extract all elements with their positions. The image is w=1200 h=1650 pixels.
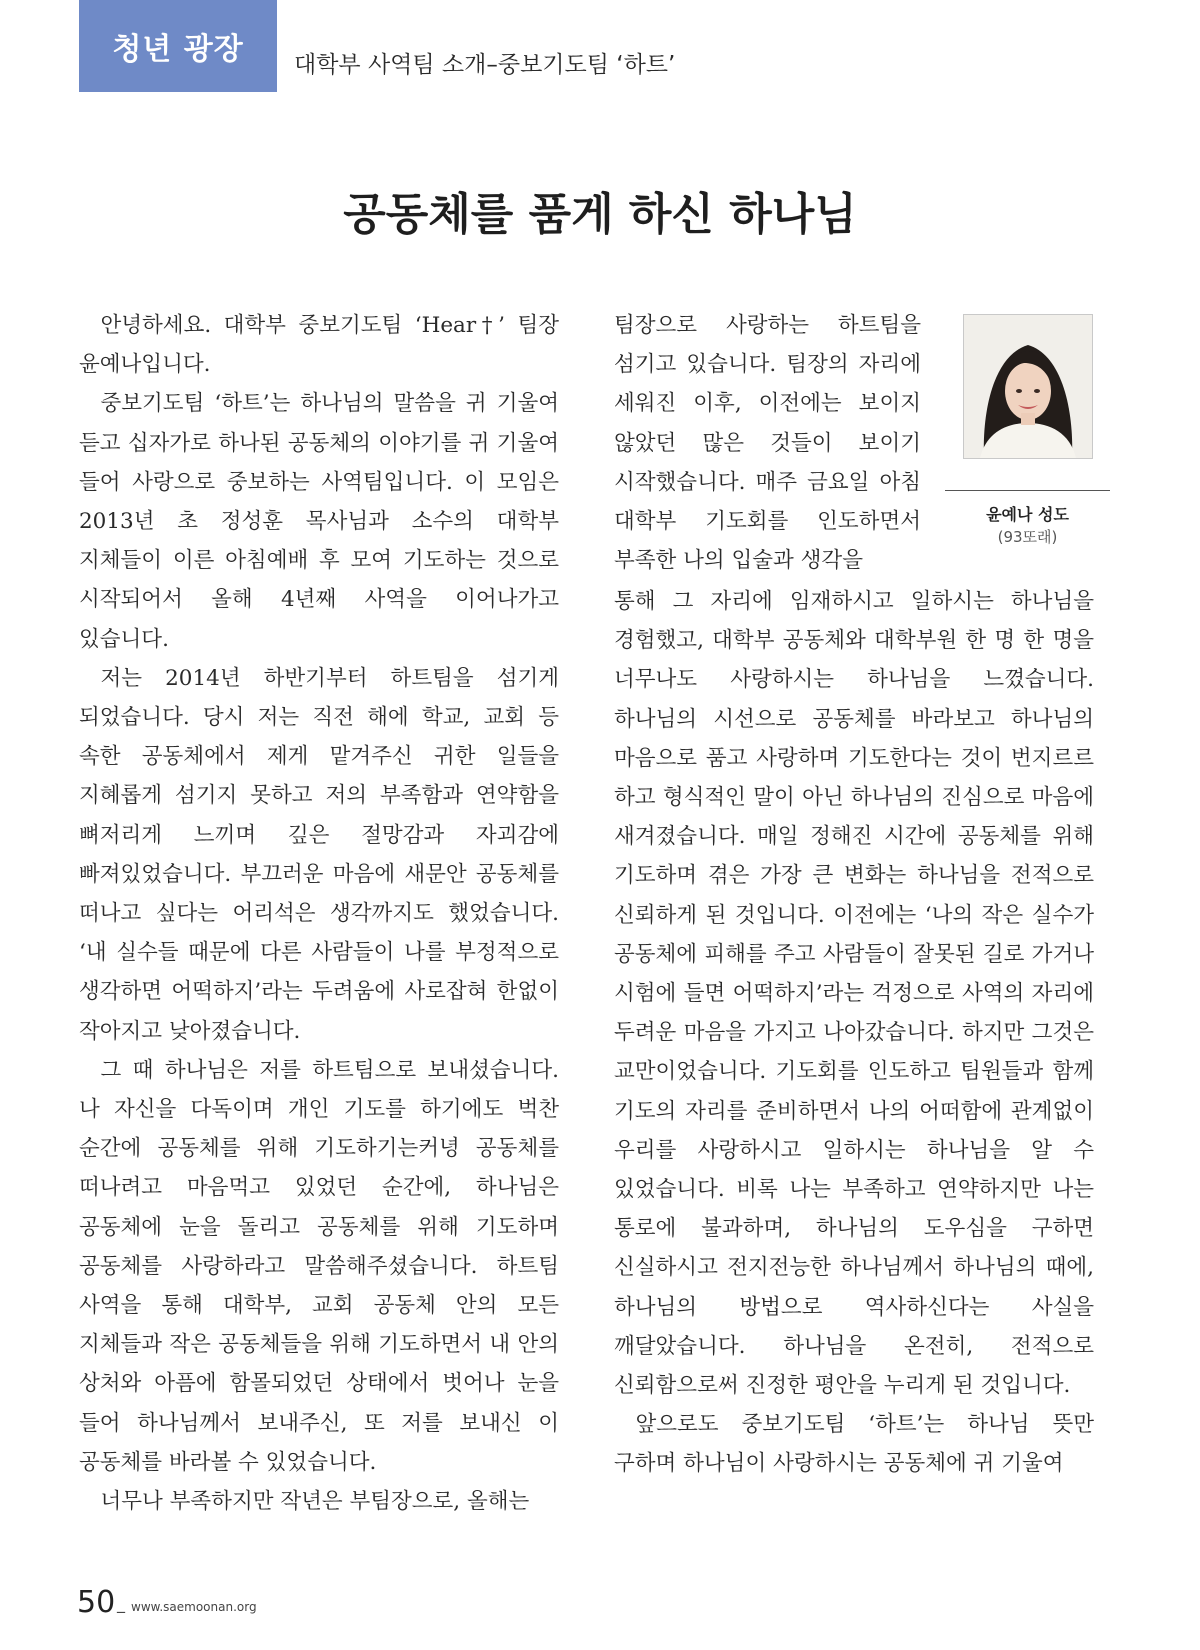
section-tab: 청년 광장 [79,0,277,92]
photo-caption-year: (93또래) [997,528,1058,546]
left-column [79,306,559,1521]
right-column-top [614,306,921,580]
article-title: 공동체를 품게 하신 하나님 [343,189,857,240]
photo-caption-name: 윤예나 성도 [986,505,1069,524]
paragraph-team-intro: 중보기도팀 ‘하트’는 하나님의 말씀을 귀 기울여 듣고 십자가로 하나된 공동체의 이야기를 귀 기울여 들어 사랑으로 중보하는 사역팀입니다. 이 모임은 2013년 초 정성훈 목사님과 소수의 대학부 지체들이 이른 아침예배 후 모여 기도하는 것으로 시작되어서 올해 4년째 사역을 이어나가고 있습니다. [79,391,559,652]
footer-url: www.saemoonan.org [131,1600,257,1614]
section-subtitle: 대학부 사역팀 소개–중보기도팀 ‘하트’ [294,52,676,78]
paragraph-role-continued: 팀장으로 사랑하는 하트팀을 섬기고 있습니다. 팀장의 자리에 세워진 이후, 이전에는 보이지 않았던 많은 것들이 보이기 시작했습니다. 매주 금요일 아침 대학부 기도회를 인도하면서 부족한 나의 입술과 생각을 [614,313,921,574]
caption-divider [945,490,1110,491]
footer-separator: _ [117,1594,125,1613]
paragraph-background: 저는 2014년 하반기부터 하트팀을 섬기게 되었습니다. 당시 저는 직전 해에 학교, 교회 등 속한 공동체에서 제게 맡겨주신 귀한 일들을 지혜롭게 섬기지 못하고 저의 부족함과 연약함을 뼈저리게 느끼며 깊은 절망감과 자괴감에 빠져있었습니다. 부끄러운 마음에 새문안 공동체를 떠나고 싶다는 어리석은 생각까지도 했었습니다. ‘내 실수들 때문에 다른 사람들이 나를 부정적으로 생각하면 어떡하지’라는 두려움에 사로잡혀 한없이 작아지고 낮아졌습니다. [79,665,559,1044]
paragraph-greeting: 안녕하세요. 대학부 중보기도팀 ‘Hear†’ 팀장 윤예나입니다. [79,313,559,378]
page-number: 50 [77,1585,116,1620]
paragraph-role-start: 너무나 부족하지만 작년은 부팀장으로, 올해는 [100,1489,530,1515]
portrait-illustration [964,315,1092,458]
right-column-bottom [614,582,1094,1484]
paragraph-closing: 앞으로도 중보기도팀 ‘하트’는 하나님 뜻만 구하며 하나님이 사랑하시는 공동체에 귀 기울여 [614,1412,1094,1477]
author-photo [963,314,1093,459]
paragraph-experience: 통해 그 자리에 임재하시고 일하시는 하나님을 경험했고, 대학부 공동체와 대학부원 한 명 한 명을 너무나도 사랑하시는 하나님을 느꼈습니다. 하나님의 시선으로 공동체를 바라보고 하나님의 마음으로 품고 사랑하며 기도한다는 것이 번지르르 하고 형식적인 말이 아닌 하나님의 진심으로 마음에 새겨졌습니다. 매일 정해진 시간에 공동체를 위해 기도하며 겪은 가장 큰 변화는 하나님을 전적으로 신뢰하게 된 것입니다. 이전에는 ‘나의 작은 실수가 공동체에 피해를 주고 사람들이 잘못된 길로 가거나 시험에 들면 어떡하지’라는 걱정으로 사역의 자리에 두려운 마음을 가지고 나아갔습니다. 하지만 그것은 교만이었습니다. 기도회를 인도하고 팀원들과 함께 기도의 자리를 준비하면서 나의 어떠함에 관계없이 우리를 사랑하시고 일하시는 하나님을 알 수 있었습니다. 비록 나는 부족하고 연약하지만 나는 통로에 불과하며, 하나님의 도우심을 구하면 신실하시고 전지전능한 하나님께서 하나님의 때에, 하나님의 방법으로 역사하신다는 사실을 깨달았습니다. 하나님을 온전히, 전적으로 신뢰함으로써 진정한 평안을 누리게 된 것입니다. [614,589,1094,1399]
paragraph-calling: 그 때 하나님은 저를 하트팀으로 보내셨습니다. 나 자신을 다독이며 개인 기도를 하기에도 벅찬 순간에 공동체를 위해 기도하기는커녕 공동체를 떠나려고 마음먹고 있었던 순간에, 하나님은 공동체에 눈을 돌리고 공동체를 위해 기도하며 공동체를 사랑하라고 말씀해주셨습니다. 하트팀 사역을 통해 대학부, 교회 공동체 안의 모든 지체들과 작은 공동체들을 위해 기도하면서 내 안의 상처와 아픔에 함몰되었던 상태에서 벗어나 눈을 들어 하나님께서 보내주신, 또 저를 보내신 이 공동체를 바라볼 수 있었습니다. [79,1057,559,1475]
